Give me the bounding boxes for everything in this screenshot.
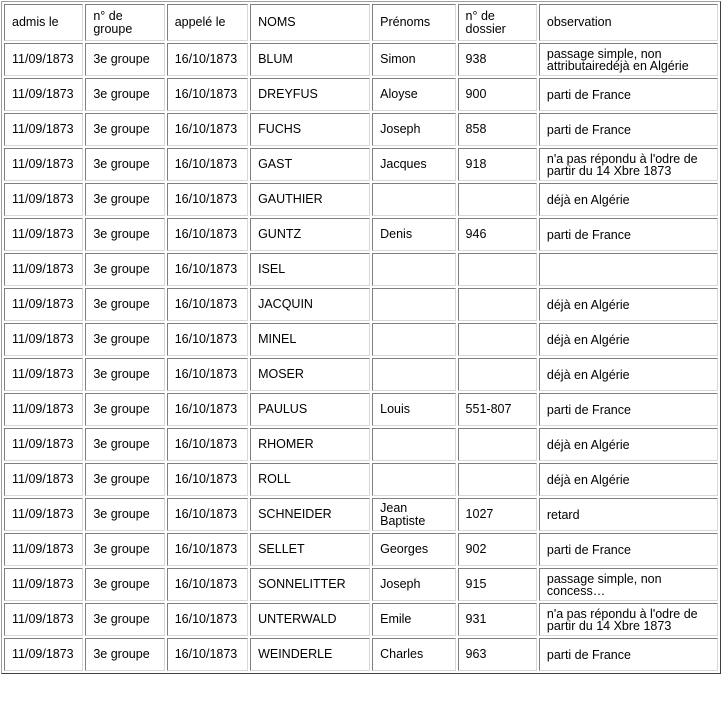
cell-dossier: [458, 323, 537, 356]
cell-prenoms: [372, 183, 455, 216]
cell-observation: retard: [539, 498, 718, 531]
cell-admis-le: 11/09/1873: [4, 463, 83, 496]
cell-groupe: 3e groupe: [85, 638, 164, 671]
cell-appele-le: 16/10/1873: [167, 218, 248, 251]
cell-dossier: 1027: [458, 498, 537, 531]
cell-noms: SCHNEIDER: [250, 498, 370, 531]
cell-observation: parti de France: [539, 638, 718, 671]
cell-noms: WEINDERLE: [250, 638, 370, 671]
cell-admis-le: 11/09/1873: [4, 323, 83, 356]
cell-observation: déjà en Algérie: [539, 323, 718, 356]
cell-noms: FUCHS: [250, 113, 370, 146]
cell-noms: MOSER: [250, 358, 370, 391]
cell-admis-le: 11/09/1873: [4, 498, 83, 531]
cell-noms: ISEL: [250, 253, 370, 286]
cell-groupe: 3e groupe: [85, 183, 164, 216]
cell-prenoms: Denis: [372, 218, 455, 251]
cell-appele-le: 16/10/1873: [167, 393, 248, 426]
cell-prenoms: Joseph: [372, 113, 455, 146]
cell-observation: n'a pas répondu à l'odre de partir du 14 Xbre 1873: [539, 148, 718, 181]
cell-noms: RHOMER: [250, 428, 370, 461]
cell-noms: PAULUS: [250, 393, 370, 426]
cell-observation: passage simple, non concess…: [539, 568, 718, 601]
cell-groupe: 3e groupe: [85, 428, 164, 461]
table-row: [4, 463, 718, 496]
cell-admis-le: 11/09/1873: [4, 218, 83, 251]
cell-dossier: 900: [458, 78, 537, 111]
cell-groupe: 3e groupe: [85, 533, 164, 566]
cell-observation: déjà en Algérie: [539, 183, 718, 216]
cell-noms: UNTERWALD: [250, 603, 370, 636]
cell-admis-le: 11/09/1873: [4, 288, 83, 321]
column-header-appele-le: appelé le: [167, 4, 248, 41]
table-row: [4, 253, 718, 286]
table-body: [4, 43, 718, 671]
cell-observation: parti de France: [539, 218, 718, 251]
cell-admis-le: 11/09/1873: [4, 78, 83, 111]
cell-appele-le: 16/10/1873: [167, 428, 248, 461]
cell-admis-le: 11/09/1873: [4, 533, 83, 566]
cell-admis-le: 11/09/1873: [4, 43, 83, 76]
cell-prenoms: Simon: [372, 43, 455, 76]
cell-prenoms: [372, 323, 455, 356]
cell-appele-le: 16/10/1873: [167, 43, 248, 76]
table-row: [4, 183, 718, 216]
cell-dossier: 963: [458, 638, 537, 671]
cell-groupe: 3e groupe: [85, 78, 164, 111]
table-row: [4, 218, 718, 251]
cell-admis-le: 11/09/1873: [4, 253, 83, 286]
cell-groupe: 3e groupe: [85, 568, 164, 601]
cell-admis-le: 11/09/1873: [4, 638, 83, 671]
cell-appele-le: 16/10/1873: [167, 183, 248, 216]
cell-dossier: 858: [458, 113, 537, 146]
cell-groupe: 3e groupe: [85, 253, 164, 286]
cell-groupe: 3e groupe: [85, 218, 164, 251]
cell-noms: SELLET: [250, 533, 370, 566]
cell-prenoms: Jean Baptiste: [372, 498, 455, 531]
cell-groupe: 3e groupe: [85, 603, 164, 636]
column-header-noms: NOMS: [250, 4, 370, 41]
cell-admis-le: 11/09/1873: [4, 113, 83, 146]
cell-appele-le: 16/10/1873: [167, 533, 248, 566]
table-row: [4, 148, 718, 181]
column-header-admis-le: admis le: [4, 4, 83, 41]
cell-prenoms: Aloyse: [372, 78, 455, 111]
cell-groupe: 3e groupe: [85, 498, 164, 531]
table-row: [4, 603, 718, 636]
cell-dossier: 551-807: [458, 393, 537, 426]
column-header-groupe: n° de groupe: [85, 4, 164, 41]
cell-prenoms: [372, 463, 455, 496]
cell-noms: BLUM: [250, 43, 370, 76]
cell-dossier: 902: [458, 533, 537, 566]
column-header-prenoms: Prénoms: [372, 4, 455, 41]
cell-prenoms: Charles: [372, 638, 455, 671]
table-row: [4, 358, 718, 391]
cell-appele-le: 16/10/1873: [167, 113, 248, 146]
cell-admis-le: 11/09/1873: [4, 183, 83, 216]
cell-appele-le: 16/10/1873: [167, 463, 248, 496]
column-header-observation: observation: [539, 4, 718, 41]
cell-admis-le: 11/09/1873: [4, 603, 83, 636]
cell-noms: DREYFUS: [250, 78, 370, 111]
cell-observation: [539, 253, 718, 286]
cell-noms: ROLL: [250, 463, 370, 496]
cell-appele-le: 16/10/1873: [167, 498, 248, 531]
cell-dossier: 918: [458, 148, 537, 181]
cell-dossier: 938: [458, 43, 537, 76]
cell-observation: passage simple, non attributairedéjà en Algérie: [539, 43, 718, 76]
cell-prenoms: Jacques: [372, 148, 455, 181]
cell-prenoms: Georges: [372, 533, 455, 566]
table-row: [4, 393, 718, 426]
cell-noms: GUNTZ: [250, 218, 370, 251]
cell-admis-le: 11/09/1873: [4, 568, 83, 601]
cell-dossier: [458, 183, 537, 216]
cell-appele-le: 16/10/1873: [167, 253, 248, 286]
cell-appele-le: 16/10/1873: [167, 288, 248, 321]
cell-prenoms: [372, 358, 455, 391]
cell-dossier: 931: [458, 603, 537, 636]
cell-dossier: [458, 428, 537, 461]
cell-appele-le: 16/10/1873: [167, 148, 248, 181]
cell-observation: déjà en Algérie: [539, 288, 718, 321]
table-row: [4, 113, 718, 146]
cell-prenoms: [372, 288, 455, 321]
cell-observation: parti de France: [539, 113, 718, 146]
cell-groupe: 3e groupe: [85, 113, 164, 146]
cell-groupe: 3e groupe: [85, 288, 164, 321]
table-row: [4, 78, 718, 111]
table-row: [4, 638, 718, 671]
cell-observation: déjà en Algérie: [539, 463, 718, 496]
table-row: [4, 533, 718, 566]
cell-observation: déjà en Algérie: [539, 358, 718, 391]
cell-dossier: [458, 253, 537, 286]
cell-appele-le: 16/10/1873: [167, 568, 248, 601]
cell-dossier: [458, 288, 537, 321]
cell-observation: parti de France: [539, 393, 718, 426]
cell-noms: GAST: [250, 148, 370, 181]
column-header-dossier: n° de dossier: [458, 4, 537, 41]
table-row: [4, 323, 718, 356]
cell-groupe: 3e groupe: [85, 148, 164, 181]
cell-observation: parti de France: [539, 78, 718, 111]
cell-appele-le: 16/10/1873: [167, 603, 248, 636]
cell-noms: JACQUIN: [250, 288, 370, 321]
cell-groupe: 3e groupe: [85, 358, 164, 391]
cell-appele-le: 16/10/1873: [167, 358, 248, 391]
cell-prenoms: Louis: [372, 393, 455, 426]
cell-prenoms: [372, 253, 455, 286]
cell-groupe: 3e groupe: [85, 43, 164, 76]
table-row: [4, 428, 718, 461]
cell-admis-le: 11/09/1873: [4, 358, 83, 391]
cell-appele-le: 16/10/1873: [167, 323, 248, 356]
cell-admis-le: 11/09/1873: [4, 428, 83, 461]
cell-admis-le: 11/09/1873: [4, 148, 83, 181]
cell-prenoms: Emile: [372, 603, 455, 636]
header-row: [4, 4, 718, 41]
cell-observation: parti de France: [539, 533, 718, 566]
table-row: [4, 43, 718, 76]
cell-appele-le: 16/10/1873: [167, 638, 248, 671]
cell-dossier: 946: [458, 218, 537, 251]
cell-groupe: 3e groupe: [85, 323, 164, 356]
cell-dossier: [458, 463, 537, 496]
table-row: [4, 498, 718, 531]
cell-dossier: [458, 358, 537, 391]
cell-groupe: 3e groupe: [85, 393, 164, 426]
cell-appele-le: 16/10/1873: [167, 78, 248, 111]
cell-prenoms: [372, 428, 455, 461]
cell-observation: déjà en Algérie: [539, 428, 718, 461]
cell-noms: MINEL: [250, 323, 370, 356]
cell-observation: n'a pas répondu à l'odre de partir du 14 Xbre 1873: [539, 603, 718, 636]
cell-dossier: 915: [458, 568, 537, 601]
cell-noms: GAUTHIER: [250, 183, 370, 216]
cell-groupe: 3e groupe: [85, 463, 164, 496]
register-table: [1, 1, 721, 674]
cell-noms: SONNELITTER: [250, 568, 370, 601]
cell-admis-le: 11/09/1873: [4, 393, 83, 426]
cell-prenoms: Joseph: [372, 568, 455, 601]
table-row: [4, 288, 718, 321]
table-row: [4, 568, 718, 601]
